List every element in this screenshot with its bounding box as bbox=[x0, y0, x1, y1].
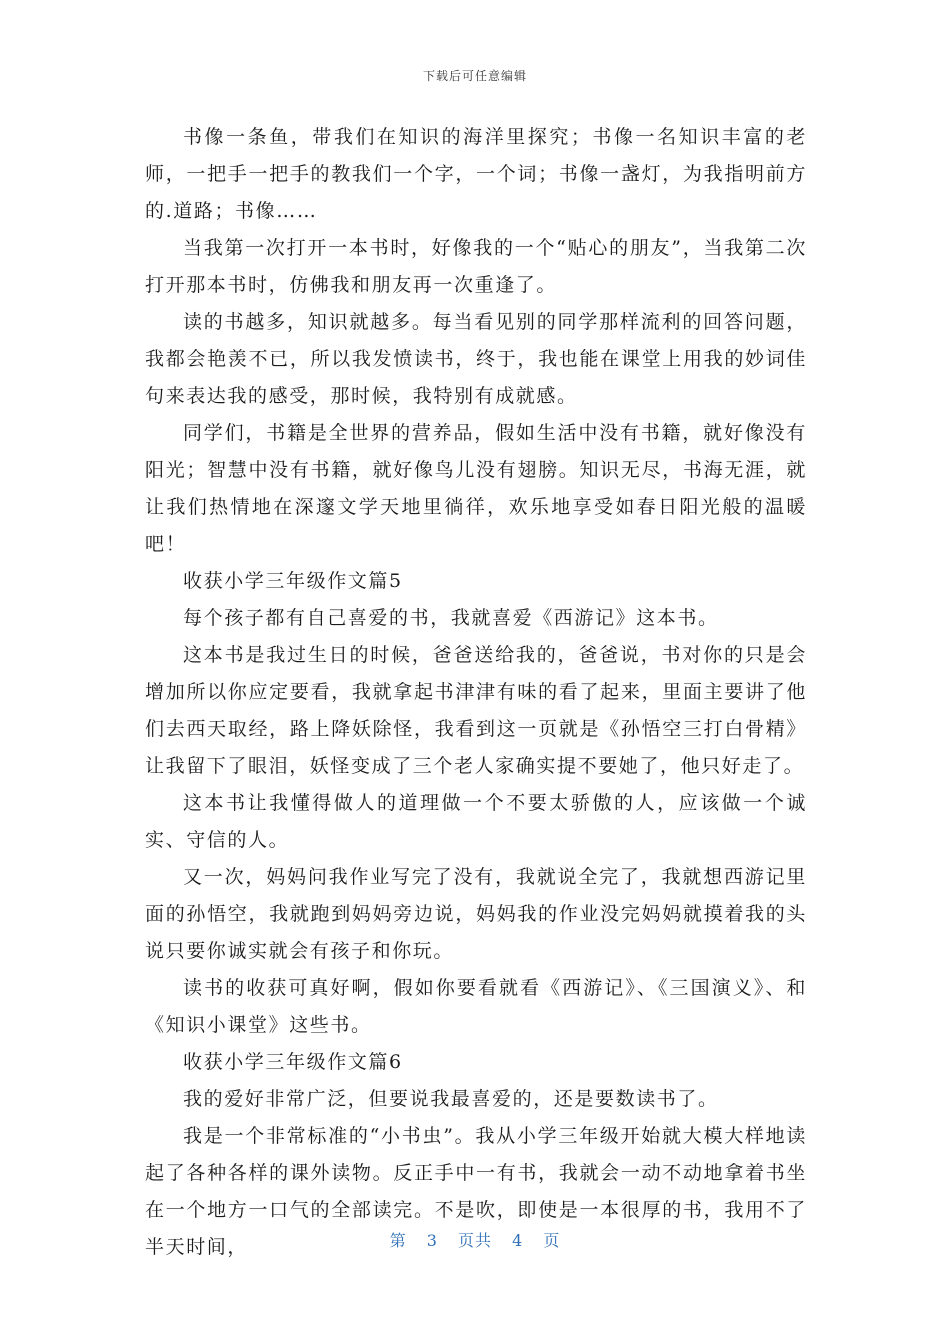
paragraph: 这本书是我过生日的时候，爸爸送给我的，爸爸说，书对你的只是会增加所以你应定要看，我就拿起书津津有味的看了起来，里面主要讲了他们去西天取经，路上降妖除怪，我看到这一页就是《孙悟空三打白骨精》让我留下了眼泪，妖怪变成了三个老人家确实提不要她了，他只好走了。 bbox=[145, 644, 807, 777]
paragraph: 我的爱好非常广泛，但要说我最喜爱的，还是要数读书了。 bbox=[183, 1088, 719, 1110]
paragraph: 我是一个非常标准的“小书虫”。我从小学三年级开始就大模大样地读起了各种各样的课外读物。反正手中一有书，我就会一动不动地拿着书坐在一个地方一口气的全部读完。不是吹，即使是一本很厚的书，我用不了半天时间， bbox=[145, 1125, 807, 1258]
paragraph: 这本书让我懂得做人的道理做一个不要太骄傲的人，应该做一个诚实、守信的人。 bbox=[145, 792, 807, 851]
paragraph: 又一次，妈妈问我作业写完了没有，我就说全完了，我就想西游记里面的孙悟空，我就跑到妈妈旁边说，妈妈我的作业没完妈妈就摸着我的头说只要你诚实就会有孩子和你玩。 bbox=[145, 866, 807, 962]
paragraph: 每个孩子都有自己喜爱的书，我就喜爱《西游记》这本书。 bbox=[183, 607, 719, 629]
page-label-prefix: 第 bbox=[389, 1231, 407, 1250]
section-heading: 收获小学三年级作文篇5 bbox=[183, 570, 403, 592]
section-heading: 收获小学三年级作文篇6 bbox=[183, 1051, 403, 1073]
page-label-middle: 页共 bbox=[457, 1231, 492, 1250]
current-page-number: 3 bbox=[426, 1231, 438, 1250]
paragraph: 读书的收获可真好啊，假如你要看就看《西游记》、《三国演义》、和《知识小课堂》这些书。 bbox=[145, 977, 807, 1036]
paragraph: 读的书越多，知识就越多。每当看见别的同学那样流利的回答问题，我都会艳羡不已，所以我发愤读书，终于，我也能在课堂上用我的妙词佳句来表达我的感受，那时候，我特别有成就感。 bbox=[145, 311, 807, 407]
article-body bbox=[145, 119, 807, 1266]
paragraph: 同学们，书籍是全世界的营养品，假如生活中没有书籍，就好像没有阳光；智慧中没有书籍，就好像鸟儿没有翅膀。知识无尽，书海无涯，就让我们热情地在深邃文学天地里徜徉，欢乐地享受如春日阳光般的温暖吧！ bbox=[145, 422, 807, 555]
page-header: 下载后可任意编辑 bbox=[422, 69, 527, 83]
paragraph: 书像一条鱼，带我们在知识的海洋里探究；书像一名知识丰富的老师，一把手一把手的教我们一个字，一个词；书像一盏灯，为我指明前方的.道路；书像…… bbox=[145, 126, 807, 222]
page-label-suffix: 页 bbox=[543, 1231, 561, 1250]
total-pages-number: 4 bbox=[512, 1231, 524, 1250]
paragraph: 当我第一次打开一本书时，好像我的一个“贴心的朋友”，当我第二次打开那本书时，仿佛我和朋友再一次重逢了。 bbox=[145, 237, 807, 296]
page-footer bbox=[0, 1228, 950, 1251]
